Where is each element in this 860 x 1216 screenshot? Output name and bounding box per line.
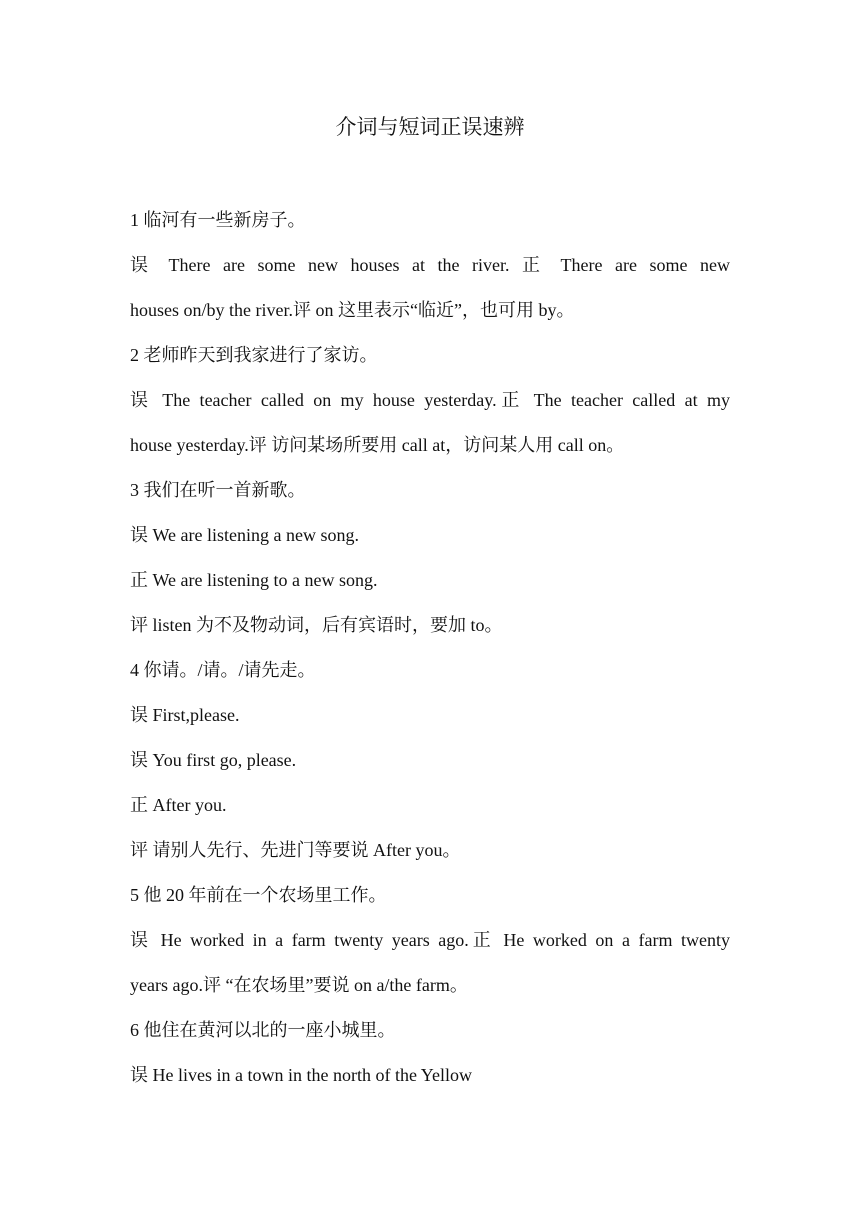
text-line: 误 He lives in a town in the north of the Yellow bbox=[130, 1065, 472, 1085]
text-line: 误 He worked in a farm twenty years ago.正 He worked on a farm twenty bbox=[130, 930, 730, 950]
document-body bbox=[130, 198, 730, 1098]
text-line: 评 请别人先行、先进门等要说 After you。 bbox=[130, 840, 461, 860]
text-line: 误 There are some new houses at the river. 正 There are some new bbox=[130, 255, 730, 275]
question-heading-6: 6 他住在黄河以北的一座小城里。 bbox=[130, 1020, 396, 1040]
text-line: houses on/by the river.评 on 这里表示“临近”，也可用 by。 bbox=[130, 300, 575, 320]
question-heading-4: 4 你请。/请。/请先走。 bbox=[130, 660, 316, 680]
text-line: 正 After you. bbox=[130, 795, 227, 815]
text-line: 正 We are listening to a new song. bbox=[130, 570, 378, 590]
text-line: years ago.评 “在农场里”要说 on a/the farm。 bbox=[130, 975, 468, 995]
text-line: 误 The teacher called on my house yesterday.正 The teacher called at my bbox=[130, 390, 730, 410]
text-line: 误 We are listening a new song. bbox=[130, 525, 359, 545]
question-heading-3: 3 我们在听一首新歌。 bbox=[130, 480, 306, 500]
text-line: house yesterday.评 访问某场所要用 call at，访问某人用 call on。 bbox=[130, 435, 625, 455]
document-title: 介词与短词正误速辨 bbox=[335, 115, 525, 139]
question-heading-5: 5 他 20 年前在一个农场里工作。 bbox=[130, 885, 387, 905]
text-line: 评 listen 为不及物动词，后有宾语时，要加 to。 bbox=[130, 615, 503, 635]
question-heading-2: 2 老师昨天到我家进行了家访。 bbox=[130, 345, 378, 365]
text-line: 误 You first go, please. bbox=[130, 750, 297, 770]
text-line: 误 First,please. bbox=[130, 705, 240, 725]
question-heading-1: 1 临河有一些新房子。 bbox=[130, 210, 306, 230]
